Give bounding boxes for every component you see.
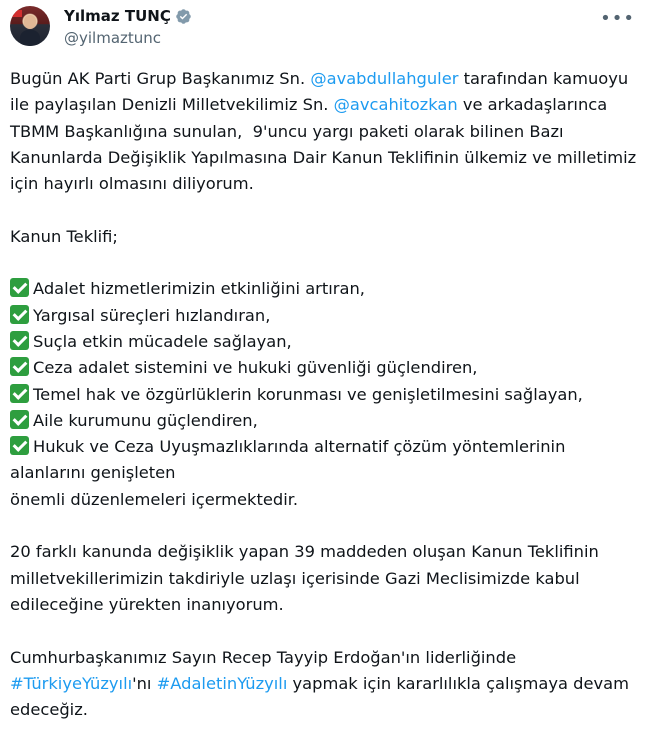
spacer	[10, 250, 640, 276]
check-mark-icon	[10, 278, 29, 297]
paragraph-2: 20 farklı kanunda değişiklik yapan 39 maddeden oluşan Kanun Teklifinin milletvekillerimizin takdiriyle uzlaşı içerisinde Gazi Meclisimizde kabul edileceğine yürekten inanıyorum.	[10, 542, 605, 614]
avatar[interactable]	[10, 6, 50, 46]
list-item	[10, 306, 270, 325]
author-name-row	[64, 7, 192, 25]
list-footer: önemli düzenlemeleri içermektedir.	[10, 489, 299, 509]
list-item-text: Suçla etkin mücadele sağlayan,	[33, 331, 292, 351]
verified-badge-icon	[175, 8, 192, 25]
intro-text-2: tarafından kamuoyu ile paylaşılan Denizli Milletvekilimiz Sn.	[10, 69, 634, 115]
check-mark-icon	[10, 410, 29, 429]
check-mark-icon	[10, 331, 29, 350]
avatar-face	[24, 15, 36, 29]
list-item	[10, 411, 258, 430]
hashtag-link[interactable]: #AdaletinYüzyılı	[156, 673, 288, 693]
list-item	[10, 332, 292, 351]
more-horizontal-icon[interactable]: •••	[600, 8, 635, 29]
hashtag-link[interactable]: #TürkiyeYüzyılı	[10, 673, 133, 693]
author-handle[interactable]: @yilmaztunc	[64, 29, 162, 47]
spacer	[10, 618, 640, 644]
list-item-text: Yargısal süreçleri hızlandıran,	[33, 305, 271, 325]
tweet-header	[10, 6, 641, 56]
check-mark-icon	[10, 305, 29, 324]
mention-link[interactable]: @avabdullahguler	[310, 69, 459, 88]
list-item	[10, 437, 571, 482]
para3-text-3: yapmak için kararlılıkla çalışmaya devam edeceğiz.	[10, 673, 635, 720]
check-mark-icon	[10, 384, 29, 403]
intro-text-1: Bugün AK Parti Grup Başkanımız Sn.	[10, 69, 311, 88]
list-item-text: Temel hak ve özgürlüklerin korunması ve genişletilmesini sağlayan,	[33, 384, 583, 404]
list-item-text: Aile kurumunu güçlendiren,	[33, 410, 258, 430]
mention-link[interactable]: @avcahitozkan	[333, 95, 458, 115]
intro-text-3: ve arkadaşlarınca TBMM Başkanlığına sunulan, 9'uncu yargı paketi olarak bilinen Bazı Kanunlarda Değişiklik Yapılmasına Dair Kanun Teklifinin ülkemiz ve milletimiz için hayırlı olmasını diliyorum.	[10, 95, 642, 194]
check-mark-icon	[10, 357, 29, 376]
list-item	[10, 358, 477, 377]
list-item	[10, 385, 583, 404]
check-mark-icon	[10, 436, 29, 455]
list-item-text: Hukuk ve Ceza Uyuşmazlıklarında alternatif çözüm yöntemlerinin alanlarını genişleten	[10, 437, 571, 483]
avatar-suit	[20, 30, 40, 46]
author-display-name[interactable]: Yılmaz TUNÇ	[64, 7, 171, 25]
list-heading: Kanun Teklifi;	[10, 226, 118, 246]
spacer	[10, 513, 640, 539]
list-item	[10, 279, 365, 298]
flag-decoration	[12, 10, 22, 17]
list-item-text: Ceza adalet sistemini ve hukuki güvenliği güçlendiren,	[33, 358, 478, 378]
tweet-text	[10, 66, 640, 723]
spacer	[10, 197, 640, 223]
list-item-text: Adalet hizmetlerimizin etkinliğini artıran,	[33, 279, 365, 299]
para3-text-1: Cumhurbaşkanımız Sayın Recep Tayyip Erdoğan'ın liderliğinde	[10, 647, 522, 667]
para3-text-2: 'nı	[132, 673, 157, 693]
